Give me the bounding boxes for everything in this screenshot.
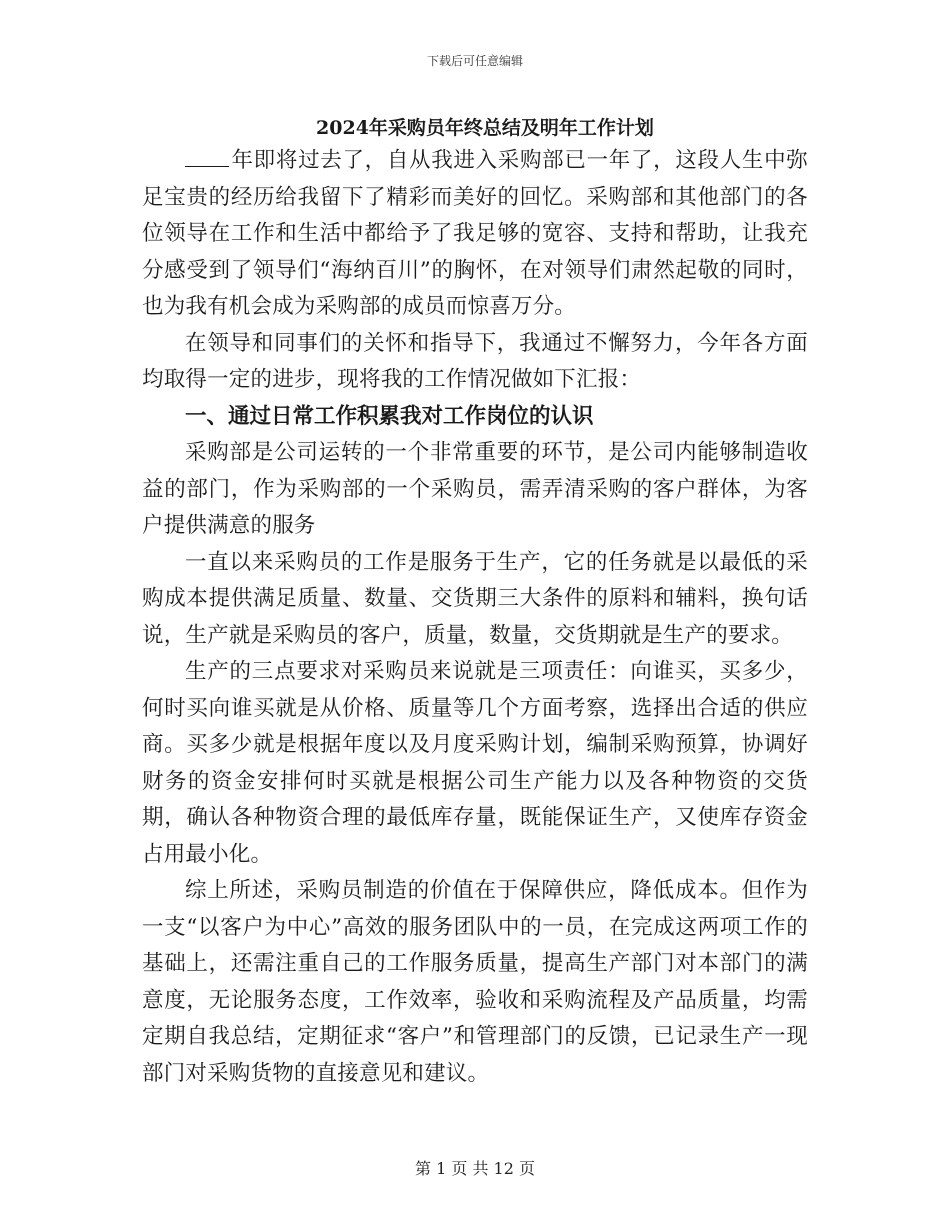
paragraph-4: 一直以来采购员的工作是服务于生产，它的任务就是以最低的采购成本提供满足质量、数量、交货期三大条件的原料和辅料，换句话说，生产就是采购员的客户，质量，数量，交货期就是生产的要求。	[142, 549, 808, 648]
document-body	[142, 113, 808, 1092]
document-title: 2024年采购员年终总结及明年工作计划	[316, 117, 654, 139]
paragraph-3: 采购部是公司运转的一个非常重要的环节，是公司内能够制造收益的部门，作为采购部的一个采购员，需弄清采购的客户群体，为客户提供满意的服务	[142, 440, 808, 538]
section-1-heading: 一、通过日常工作积累我对工作岗位的认识	[185, 403, 594, 429]
paragraph-6: 综上所述，采购员制造的价值在于保障供应，降低成本。但作为一支“以客户为中心”高效的服务团队中的一员，在完成这两项工作的基础上，还需注重自己的工作服务质量，提高生产部门对本部门的满意度，无论服务态度，工作效率，验收和采购流程及产品质量，均需定期自我总结，定期征求“客户”和管理部门的反馈，已记录生产一现部门对采购货物的直接意见和建议。	[142, 878, 808, 1086]
paragraph-5: 生产的三点要求对采购员来说就是三项责任：向谁买，买多少，何时买向谁买就是从价格、质量等几个方面考察，选择出合适的供应商。买多少就是根据年度以及月度采购计划，编制采购预算，协调好财务的资金安排何时买就是根据公司生产能力以及各种物资的交货期，确认各种物资合理的最低库存量，既能保证生产，又使库存资金占用最小化。	[142, 659, 808, 867]
page-header: 下载后可任意编辑	[426, 54, 523, 68]
blank-year-field	[185, 146, 229, 167]
intro-paragraph	[142, 143, 808, 326]
page-number: 第 1 页 共 12 页	[415, 1159, 535, 1178]
paragraph-2: 在领导和同事们的关怀和指导下，我通过不懈努力，今年各方面均取得一定的进步，现将我的工作情况做如下汇报：	[142, 330, 808, 392]
intro-paragraph-text: 年即将过去了，自从我进入采购部已一年了，这段人生中弥足宝贵的经历给我留下了精彩而美好的回忆。采购部和其他部门的各位领导在工作和生活中都给予了我足够的宽容、支持和帮助，让我充分感受到了领导们“海纳百川”的胸怀，在对领导们肃然起敬的同时，也为我有机会成为采购部的成员而惊喜万分。	[142, 148, 808, 319]
